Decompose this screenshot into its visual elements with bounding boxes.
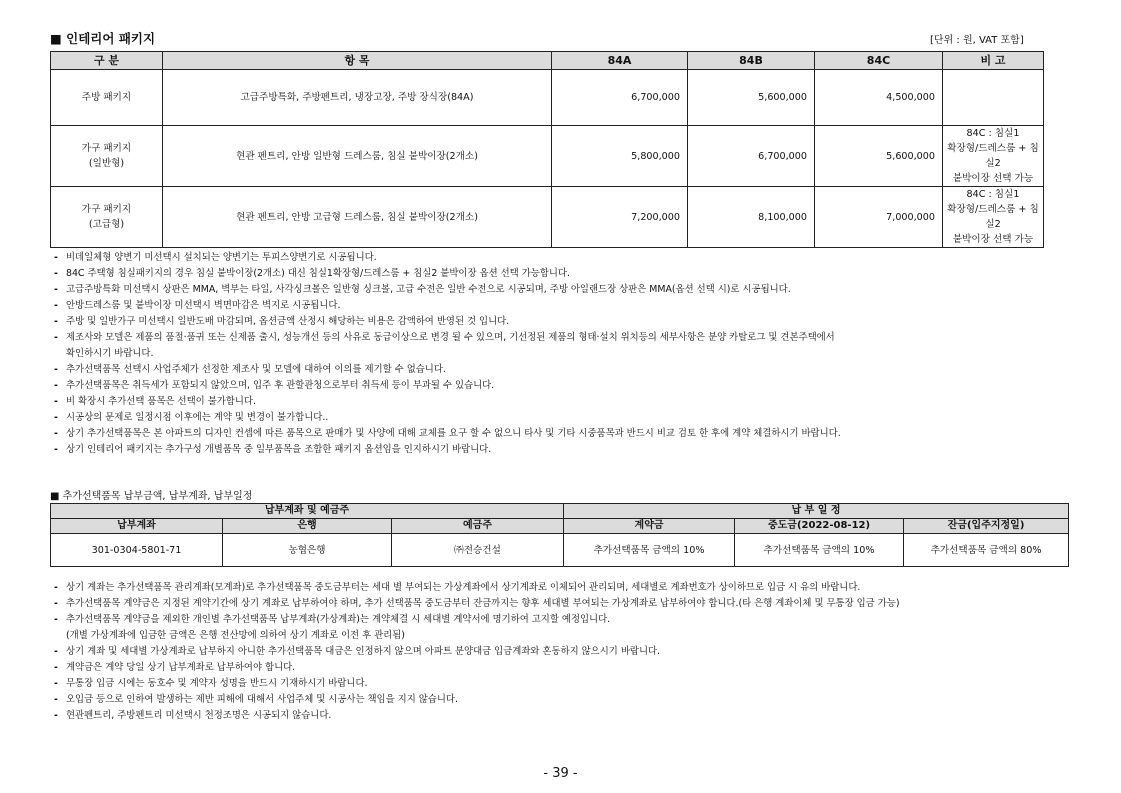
cell-account-number: 301-0304-5801-71 <box>51 534 223 567</box>
payment-section-title: ■ 추가선택품목 납부금액, 납부계좌, 납부일정 <box>50 491 253 502</box>
note-item: - 상기 추가선택품목은 본 아파트의 디자인 컨셉에 따른 품목으로 판매가 및 사양에 대해 교체를 요구 할 수 없으니 타사 및 기타 시중품목과 반드시 비교 검토 한 후에 계약 체결하시기 바랍니다. <box>54 428 841 439</box>
row-price-84c: 4,500,000 <box>815 70 943 126</box>
cell-holder: ㈜전승건설 <box>392 534 564 567</box>
row-price-84a: 6,700,000 <box>552 70 688 126</box>
cell-balance: 추가선택품목 금액의 80% <box>904 534 1069 567</box>
row-price-84b: 5,600,000 <box>688 70 815 126</box>
cell-interim: 추가선택품목 금액의 10% <box>735 534 904 567</box>
note-item: - 계약금은 계약 당일 상기 납부계좌로 납부하여야 합니다. <box>54 662 296 673</box>
header-deposit: 계약금 <box>564 519 735 534</box>
group-header-account: 납부계좌 및 예금주 <box>51 504 564 519</box>
note-item: - 고급주방특화 미선택시 상판은 MMA, 벽부는 타일, 사각싱크볼은 일반형 싱크볼, 고급 수전은 일반 수전으로 시공되며, 주방 아일랜드장 상판은 MMA(옵션 선택 시)로 시공됩니다. <box>54 284 791 295</box>
note-item: - 비데일체형 양변기 미선택시 설치되는 양변기는 투피스양변기로 시공됩니다. <box>54 252 377 263</box>
row-category: 주방 패키지 <box>51 70 163 126</box>
note-item: - 오입금 등으로 인하여 발생하는 제반 피해에 대해서 사업주체 및 시공사는 책임을 지지 않습니다. <box>54 694 458 705</box>
row-category: 가구 패키지 (고급형) <box>51 187 163 248</box>
row-price-84b: 8,100,000 <box>688 187 815 248</box>
table-row <box>51 534 1069 567</box>
row-item: 현관 펜트리, 안방 고급형 드레스룸, 침실 붙박이장(2개소) <box>163 187 552 248</box>
package-section-title: ■ 인테리어 패키지 <box>50 31 156 46</box>
note-continuation: 확인하시기 바랍니다. <box>66 348 154 359</box>
header-account: 납부계좌 <box>51 519 223 534</box>
payment-notes-list <box>54 580 900 724</box>
group-header-schedule: 납 부 일 정 <box>564 504 1069 519</box>
header-remark: 비 고 <box>943 52 1044 70</box>
row-price-84a: 7,200,000 <box>552 187 688 248</box>
note-item: - 안방드레스룸 및 붙박이장 미선택시 벽면마감은 벽지로 시공됩니다. <box>54 300 341 311</box>
note-item: - 상기 계좌 및 세대별 가상계좌로 납부하지 아니한 추가선택품목 대금은 인정하지 않으며 아파트 분양대금 입금계좌와 혼동하지 않으시기 바랍니다. <box>54 646 661 657</box>
header-interim: 중도금(2022-08-12) <box>735 519 904 534</box>
row-item: 고급주방특화, 주방펜트리, 냉장고장, 주방 장식장(84A) <box>163 70 552 126</box>
header-item: 항 목 <box>163 52 552 70</box>
header-bank: 은행 <box>223 519 392 534</box>
note-item: - 추가선택품목 계약금을 제외한 개인별 추가선택품목 납부계좌(가상계좌)는 계약체결 시 세대별 계약서에 명기하여 고지할 예정입니다. <box>54 614 611 625</box>
row-remark: 84C : 침실1 확장형/드레스룸 + 침실2 붙박이장 선택 가능 <box>943 187 1044 248</box>
interior-package-table <box>50 51 1044 248</box>
header-balance: 잔금(입주지정일) <box>904 519 1069 534</box>
row-price-84c: 5,600,000 <box>815 126 943 187</box>
row-price-84b: 6,700,000 <box>688 126 815 187</box>
cell-deposit: 추가선택품목 금액의 10% <box>564 534 735 567</box>
row-remark <box>943 70 1044 126</box>
note-item: - 추가선택품목은 취득세가 포함되지 않았으며, 입주 후 관할관청으로부터 취득세 등이 부과될 수 있습니다. <box>54 380 495 391</box>
page-number: - 39 - <box>543 766 578 781</box>
table-header-row <box>51 519 1069 534</box>
table-header-row <box>51 52 1044 70</box>
note-item: - 제조사와 모델은 제품의 품절·품귀 또는 신제품 출시, 성능개선 등의 사유로 동급이상으로 변경 될 수 있으며, 기선정된 제품의 형태·설치 위치등의 세부사항은 분양 카탈로그 및 견본주택에서 <box>54 332 835 343</box>
note-item: - 무통장 입금 시에는 동호수 및 계약자 성명을 반드시 기재하시기 바랍니다. <box>54 678 368 689</box>
header-84c: 84C <box>815 52 943 70</box>
header-84a: 84A <box>552 52 688 70</box>
header-holder: 예금주 <box>392 519 564 534</box>
row-item: 현관 펜트리, 안방 일반형 드레스룸, 침실 붙박이장(2개소) <box>163 126 552 187</box>
table-row <box>51 126 1044 187</box>
note-item: - 상기 계좌는 추가선택품목 관리계좌(모계좌)로 추가선택품목 중도금부터는 세대 별 부여되는 가상계좌에서 상기계좌로 이체되어 관리되며, 세대별로 계좌번호가 상이하므로 입금 시 유의 바랍니다. <box>54 582 861 593</box>
payment-table <box>50 503 1069 567</box>
note-continuation: (개별 가상계좌에 입금한 금액은 은행 전산망에 의하여 상기 계좌로 이전 후 관리됨) <box>66 630 405 641</box>
row-category: 가구 패키지 (일반형) <box>51 126 163 187</box>
header-category: 구 분 <box>51 52 163 70</box>
package-notes-list <box>54 250 841 458</box>
note-item: - 상기 인테리어 패키지는 추가구성 개별품목 중 일부품목을 조합한 패키지 옵션임을 인지하시기 바랍니다. <box>54 444 492 455</box>
cell-bank: 농협은행 <box>223 534 392 567</box>
row-price-84c: 7,000,000 <box>815 187 943 248</box>
note-item: - 주방 및 일반가구 미선택시 일반도배 마감되며, 옵션금액 산정시 해당하는 비용은 감액하여 반영된 것 입니다. <box>54 316 510 327</box>
note-item: - 현관펜트리, 주방펜트리 미선택시 천정조명은 시공되지 않습니다. <box>54 710 332 721</box>
note-item: - 비 확장시 추가선택 품목은 선택이 불가합니다. <box>54 396 256 407</box>
note-item: - 시공상의 문제로 일정시점 이후에는 계약 및 변경이 불가합니다.. <box>54 412 329 423</box>
unit-note: [단위 : 원, VAT 포함] <box>930 35 1024 46</box>
header-84b: 84B <box>688 52 815 70</box>
row-price-84a: 5,800,000 <box>552 126 688 187</box>
note-item: - 84C 주택형 침실패키지의 경우 침실 붙박이장(2개소) 대신 침실1확장형/드레스룸 + 침실2 붙박이장 옵션 선택 가능합니다. <box>54 268 570 279</box>
row-remark: 84C : 침실1 확장형/드레스룸 + 침실2 붙박이장 선택 가능 <box>943 126 1044 187</box>
note-item: - 추가선택품목 계약금은 지정된 계약기간에 상기 계좌로 납부하여야 하며, 추가 선택품목 중도금부터 잔금까지는 향후 세대별 부여되는 가상계좌로 납부하여야 합니다.(타 은행 계좌이체 및 무통장 입금 가능) <box>54 598 900 609</box>
table-group-header-row <box>51 504 1069 519</box>
note-item: - 추가선택품목 선택시 사업주체가 선정한 제조사 및 모델에 대하여 이의를 제기할 수 없습니다. <box>54 364 446 375</box>
table-row <box>51 187 1044 248</box>
table-row <box>51 70 1044 126</box>
